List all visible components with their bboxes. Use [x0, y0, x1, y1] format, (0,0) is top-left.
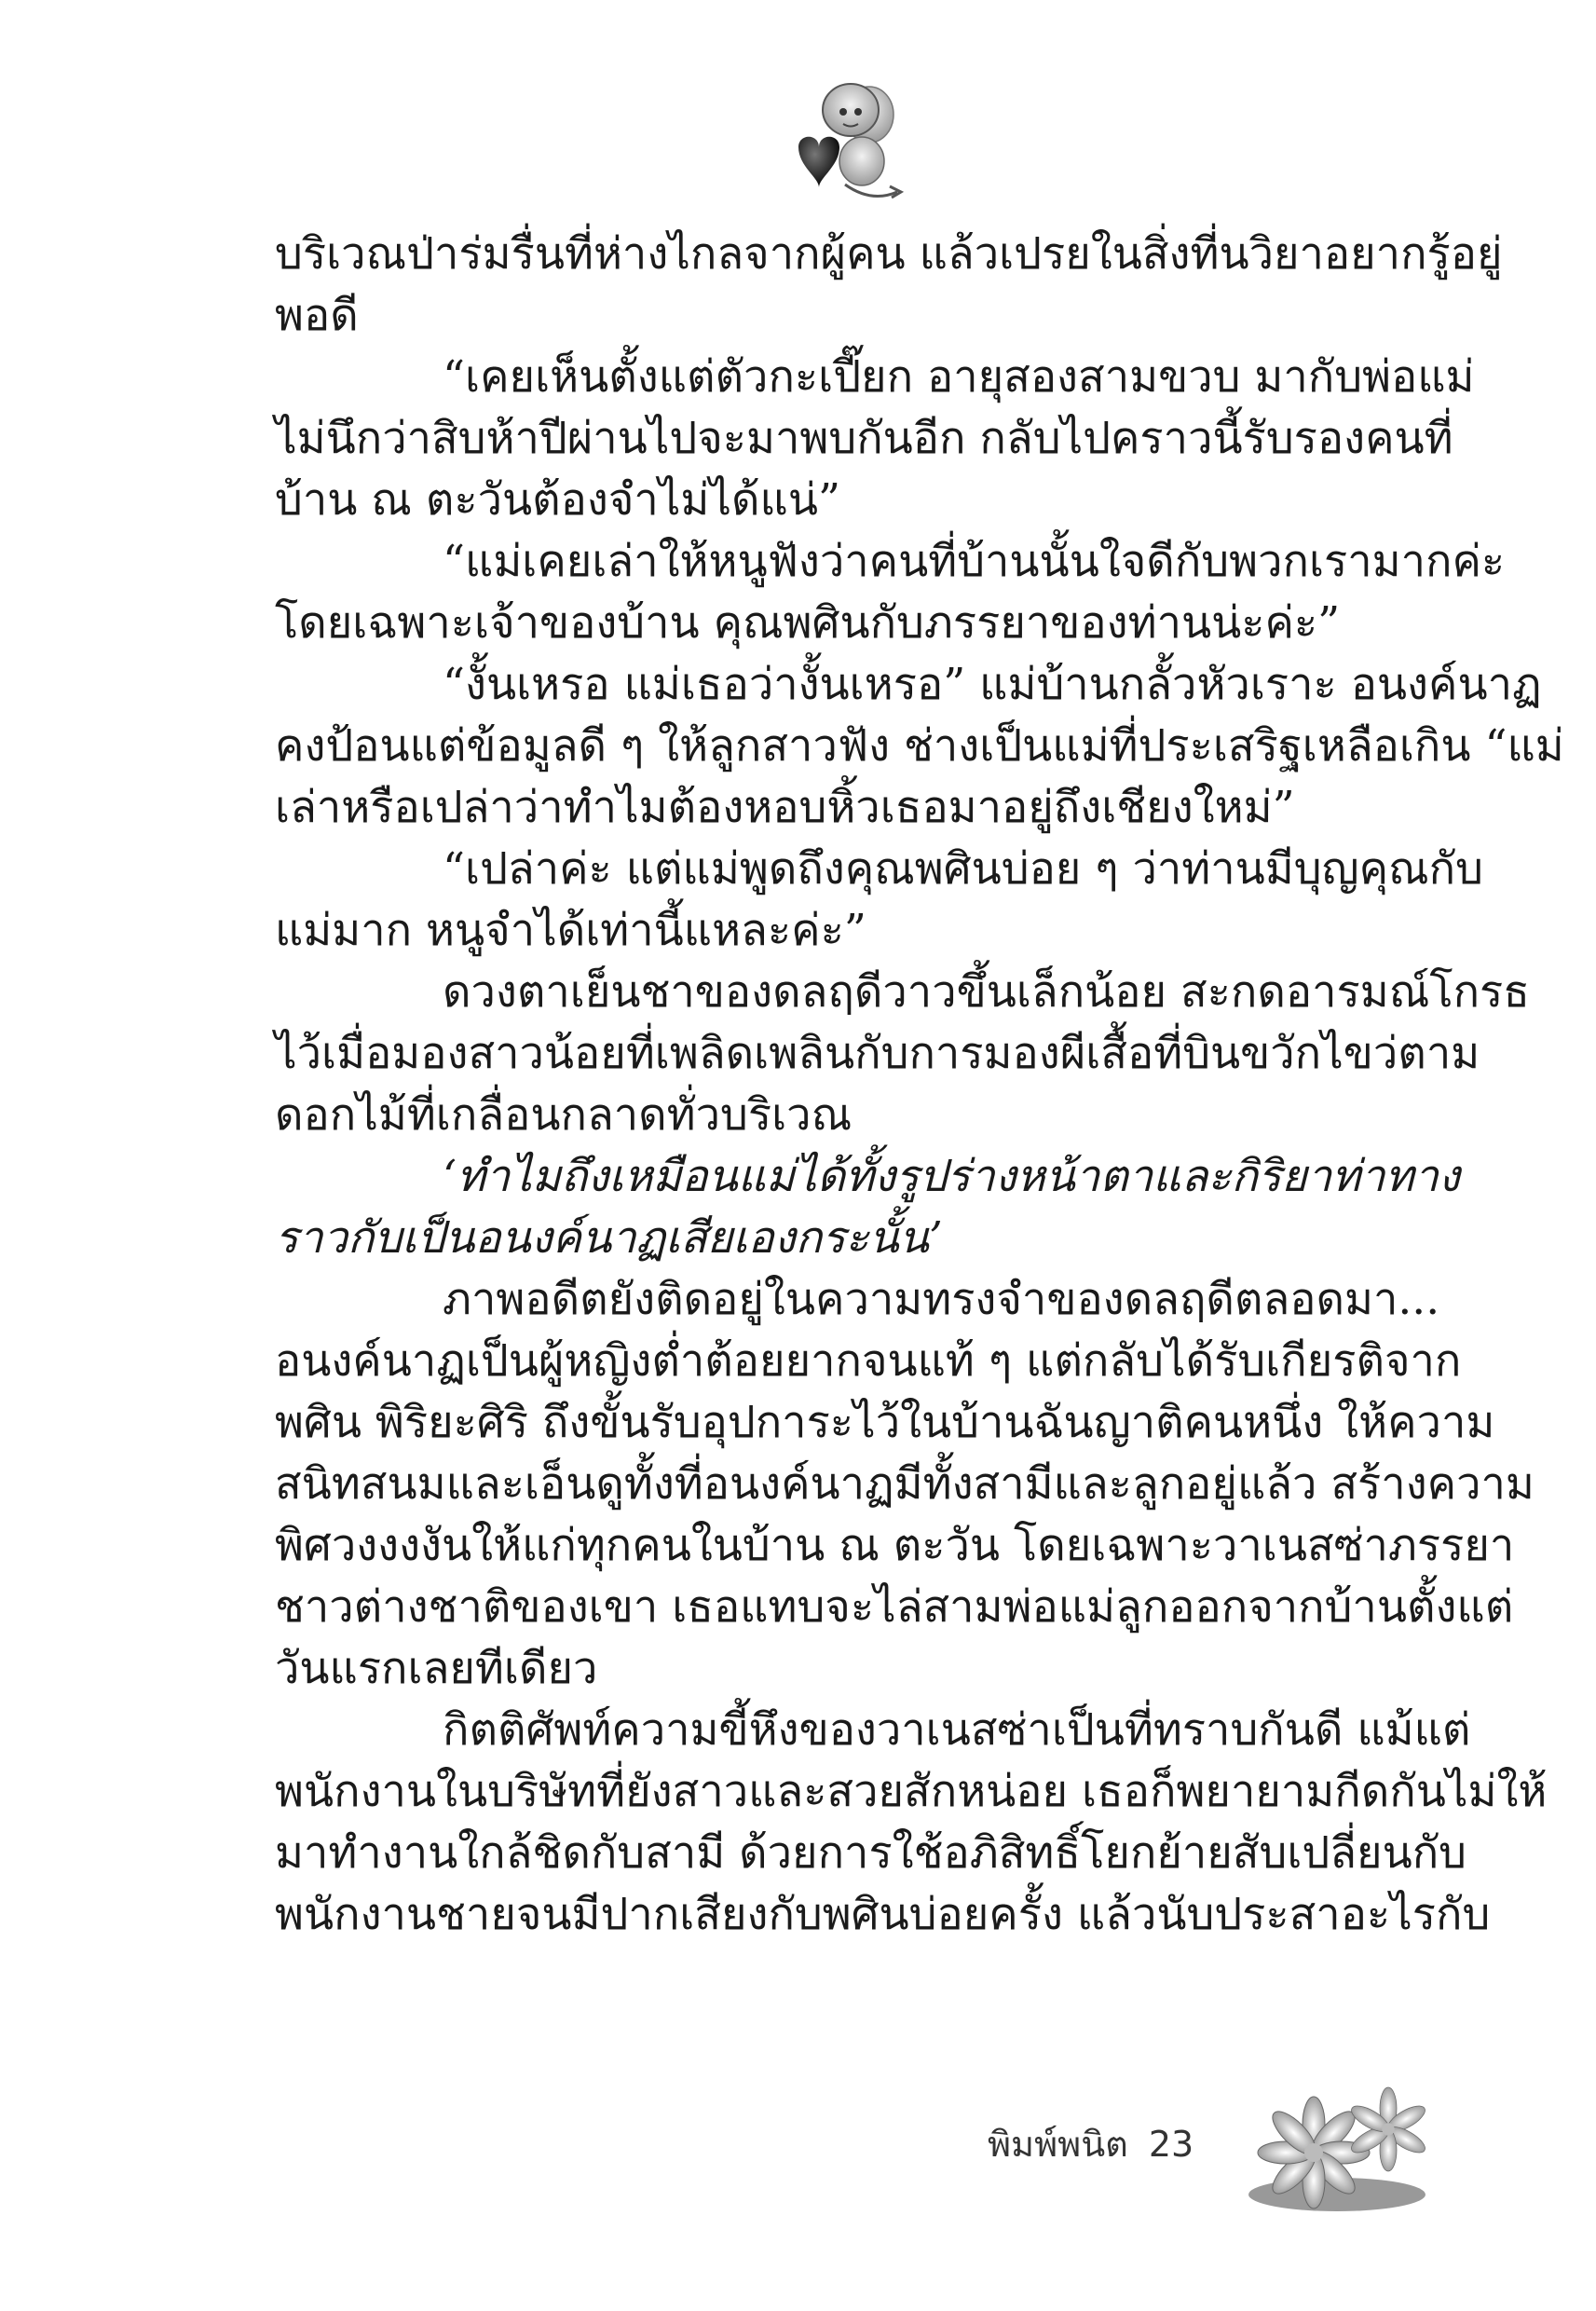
- text-line: ไม่นึกว่าสิบห้าปีผ่านไปจะมาพบกันอีก กลับไปคราวนี้รับรองคนที่: [275, 413, 1453, 464]
- text-line: ดอกไม้ที่เกลื่อนกลาดทั่วบริเวณ: [275, 1089, 853, 1141]
- text-line: ราวกับเป็นอนงค์นาฏเสียเองกระนั้น’: [275, 1212, 943, 1264]
- paragraph: [275, 1700, 1548, 1946]
- page-footer: [988, 2115, 1194, 2172]
- text-line: แม่มาก หนูจำได้เท่านี้แหละค่ะ”: [275, 905, 866, 956]
- text-line: ดวงตาเย็นชาของดลฤดีวาวขึ้นเล็กน้อย สะกดอารมณ์โกรธ: [443, 966, 1530, 1018]
- text-line: ไว้เมื่อมองสาวน้อยที่เพลิดเพลินกับการมองผีเสื้อที่บินขวักไขว่ตาม: [275, 1028, 1480, 1079]
- text-line: ชาวต่างชาติของเขา เธอแทบจะไล่สามพ่อแม่ลูกออกจากบ้านตั้งแต่: [275, 1581, 1514, 1633]
- text-line: ‘ทำไมถึงเหมือนแม่ได้ทั้งรูปร่างหน้าตาและกิริยาท่าทาง: [443, 1151, 1460, 1202]
- text-line: พนักงานชายจนมีปากเสียงกับพศินบ่อยครั้ง แล้วนับประสาอะไรกับ: [275, 1889, 1491, 1940]
- text-line: มาทำงานใกล้ชิดกับสามี ด้วยการใช้อภิสิทธิ์โยกย้ายสับเปลี่ยนกับ: [275, 1827, 1466, 1879]
- text-line: คงป้อนแต่ข้อมูลดี ๆ ให้ลูกสาวฟัง ช่างเป็นแม่ที่ประเสริฐเหลือเกิน “แม่: [275, 720, 1564, 772]
- text-line: “งั้นเหรอ แม่เธอว่างั้นเหรอ” แม่บ้านกลั้วหัวเราะ อนงค์นาฏ: [443, 659, 1542, 710]
- cupid-with-heart-icon: [778, 73, 918, 212]
- text-line: บ้าน ณ ตะวันต้องจำไม่ได้แน่”: [275, 474, 840, 526]
- paragraph: [275, 839, 1483, 962]
- paragraph: [275, 1269, 1535, 1700]
- text-line: โดยเฉพาะเจ้าของบ้าน คุณพศินกับภรรยาของท่านน่ะค่ะ”: [275, 597, 1341, 649]
- page-number: 23: [1148, 2124, 1194, 2165]
- paragraph: [275, 1146, 1460, 1269]
- text-line: พนักงานในบริษัทที่ยังสาวและสวยสักหน่อย เธอก็พยายามกีดกันไม่ให้: [275, 1766, 1548, 1817]
- paragraph: [275, 654, 1564, 839]
- book-title: พิมพ์พนิต: [988, 2124, 1128, 2165]
- body-text: [275, 224, 1564, 1946]
- text-line: กิตติศัพท์ความขี้หึงของวาเนสซ่าเป็นที่ทราบกันดี แม้แต่: [443, 1704, 1471, 1756]
- text-line: พอดี: [275, 290, 359, 341]
- text-line: วันแรกเลยทีเดียว: [275, 1643, 598, 1694]
- paragraph: [275, 224, 1503, 347]
- text-line: “เคยเห็นตั้งแต่ตัวกะเปี๊ยก อายุสองสามขวบ มากับพ่อแม่: [443, 351, 1475, 403]
- text-line: บริเวณป่าร่มรื่นที่ห่างไกลจากผู้คน แล้วเปรยในสิ่งที่นวิยาอยากรู้อยู่: [275, 228, 1503, 280]
- text-line: พิศวงงงงันให้แก่ทุกคนในบ้าน ณ ตะวัน โดยเฉพาะวาเนสซ่าภรรยา: [275, 1520, 1515, 1571]
- paragraph: [275, 531, 1506, 654]
- text-line: สนิทสนมและเอ็นดูทั้งที่อนงค์นาฏมีทั้งสามีและลูกอยู่แล้ว สร้างความ: [275, 1458, 1535, 1510]
- text-line: เล่าหรือเปล่าว่าทำไมต้องหอบหิ้วเธอมาอยู่ถึงเชียงใหม่”: [275, 782, 1295, 833]
- text-line: ภาพอดีตยังติดอยู่ในความทรงจำของดลฤดีตลอดมา...: [443, 1274, 1440, 1325]
- text-line: พศิน พิริยะศิริ ถึงขั้นรับอุปการะไว้ในบ้านฉันญาติคนหนึ่ง ให้ความ: [275, 1397, 1495, 1448]
- lotus-flowers-icon: [1239, 2064, 1435, 2222]
- text-line: “เปล่าค่ะ แต่แม่พูดถึงคุณพศินบ่อย ๆ ว่าท่านมีบุญคุณกับ: [443, 843, 1483, 895]
- paragraph: [275, 962, 1530, 1146]
- text-line: “แม่เคยเล่าให้หนูฟังว่าคนที่บ้านนั้นใจดีกับพวกเรามากค่ะ: [443, 536, 1506, 587]
- paragraph: [275, 347, 1475, 531]
- text-line: อนงค์นาฏเป็นผู้หญิงต่ำต้อยยากจนแท้ ๆ แต่กลับได้รับเกียรติจาก: [275, 1335, 1462, 1387]
